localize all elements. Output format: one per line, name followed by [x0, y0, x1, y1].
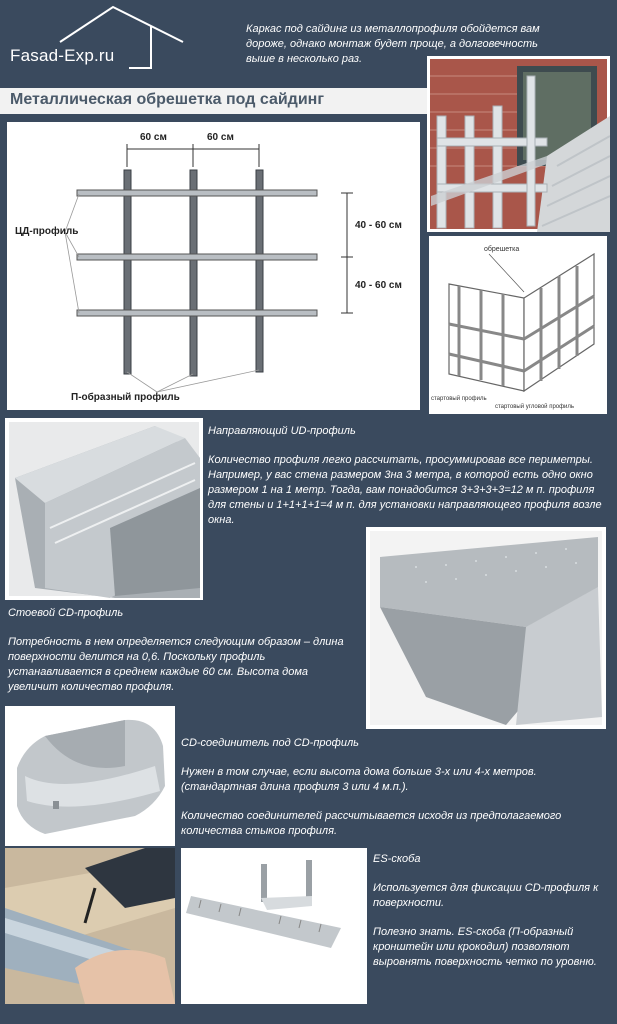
dim-top-1: 60 см — [140, 132, 167, 143]
cd-profile-text: Потребность в нем определяется следующим образом – длина поверхности делится на 0,6. Поскольку профиль устанавливается в среднем каждые 60 см. Высота дома увеличит количество профиля. — [8, 636, 344, 693]
sketch-label-corner: стартовый угловой профиль — [495, 404, 575, 410]
horizontal-profile — [77, 310, 317, 316]
site-logo[interactable]: Fasad-Exp.ru — [10, 46, 115, 65]
vertical-profile — [256, 170, 263, 372]
dim-right-2: 40 - 60 см — [355, 280, 402, 291]
page-title: Металлическая обрешетка под сайдинг — [10, 91, 324, 108]
ud-profile-caption — [208, 424, 610, 528]
dim-right-1: 40 - 60 см — [355, 220, 402, 231]
ud-profile-title: Направляющий UD-профиль — [208, 425, 356, 437]
cd-connector-text-1: Нужен в том случае, если высота дома больше 3-х или 4-х метров. (стандартная длина профиля 3 или 4 м.п.). — [181, 766, 537, 793]
p-profile-label: П-образный профиль — [71, 392, 180, 403]
cd-connector-photo — [5, 706, 175, 846]
es-bracket-photo — [181, 848, 367, 1004]
cd-profile-title: Стоевой CD-профиль — [8, 607, 124, 619]
sketch-label-top: обрешетка — [484, 246, 520, 253]
brick-wall-photo — [427, 56, 610, 232]
frame-diagram — [7, 122, 420, 410]
cd-profile-caption — [8, 606, 358, 695]
vertical-profile — [190, 170, 197, 376]
ud-profile-photo — [5, 418, 203, 600]
intro-text: Каркас под сайдинг из металлопрофиля обойдется вам дороже, однако монтаж будет проще, а долговечность выше в несколько раз. — [246, 23, 540, 65]
dim-top-2: 60 см — [207, 132, 234, 143]
cd-connector-title: CD-соединитель под CD-профиль — [181, 737, 359, 749]
page-title-bar — [0, 88, 427, 114]
cd-profile-label: ЦД-профиль — [15, 226, 79, 237]
es-bracket-title: ES-скоба — [373, 853, 421, 865]
horizontal-profile — [77, 190, 317, 196]
cd-connector-caption — [181, 736, 601, 839]
horizontal-profile — [77, 254, 317, 260]
es-bracket-text-1: Используется для фиксации CD-профиля к поверхности. — [373, 882, 599, 909]
vertical-profile — [124, 170, 131, 374]
sketch-label-start: стартовый профиль — [431, 396, 487, 402]
ud-profile-text: Количество профиля легко рассчитать, просуммировав все периметры. Например, у вас стена размером 3на 3 метра, в которой есть одно окно размером 1 на 1 метр. Тогда, вам понадобится 3+3+3+3=12 м п. профиля для стены и 1+1+1+1=4 м п. для установки направляющего профиля возле окна. — [208, 454, 602, 526]
cd-connector-text-2: Количество соединителей рассчитывается исходя из предполагаемого количества стыков профиля. — [181, 810, 562, 837]
cd-profile-photo — [366, 527, 606, 729]
corner-frame-sketch — [429, 236, 607, 414]
es-bracket-caption — [373, 852, 609, 970]
es-bracket-text-2: Полезно знать. ES-скоба (П-образный кронштейн или крокодил) позволяют выровнять поверхность четко по уровню. — [373, 926, 597, 968]
drill-install-photo — [5, 848, 175, 1004]
